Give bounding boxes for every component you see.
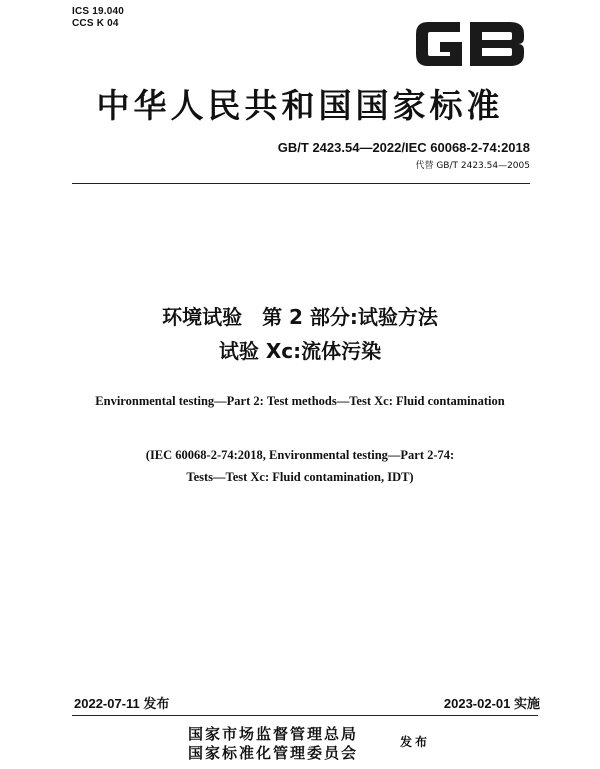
footer-divider	[72, 715, 538, 716]
english-title: Environmental testing—Part 2: Test methods—Test Xc: Fluid contamination	[95, 394, 505, 408]
ccs-code: CCS K 04	[72, 18, 119, 29]
chinese-title-line-2: 试验 Xc:流体污染	[218, 339, 382, 363]
main-title: 中华人民共和国国家标准	[96, 86, 504, 125]
classification-codes	[72, 6, 124, 30]
issuer-samr: 国家市场监督管理总局	[188, 725, 359, 743]
gb-logo-icon	[410, 14, 530, 74]
standard-number: GB/T 2423.54—2022/IEC 60068-2-74:2018	[277, 140, 530, 155]
publish-label: 发布	[400, 735, 431, 749]
ics-code: ICS 19.040	[72, 6, 125, 17]
issue-date: 2022-07-11 发布	[74, 696, 170, 711]
iec-reference-line-1: (IEC 60068-2-74:2018, Environmental testing—Part 2-74:	[145, 448, 455, 462]
chinese-title-line-1: 环境试验 第 2 部分:试验方法	[162, 305, 438, 329]
implementation-date: 2023-02-01 实施	[443, 696, 540, 711]
issuer-sac: 国家标准化管理委员会	[188, 744, 359, 762]
iec-reference-line-2: Tests—Test Xc: Fluid contamination, IDT)	[186, 470, 414, 484]
header-divider	[72, 183, 530, 184]
replaces-standard: 代替 GB/T 2423.54—2005	[415, 161, 530, 171]
issuing-bodies	[188, 725, 358, 763]
